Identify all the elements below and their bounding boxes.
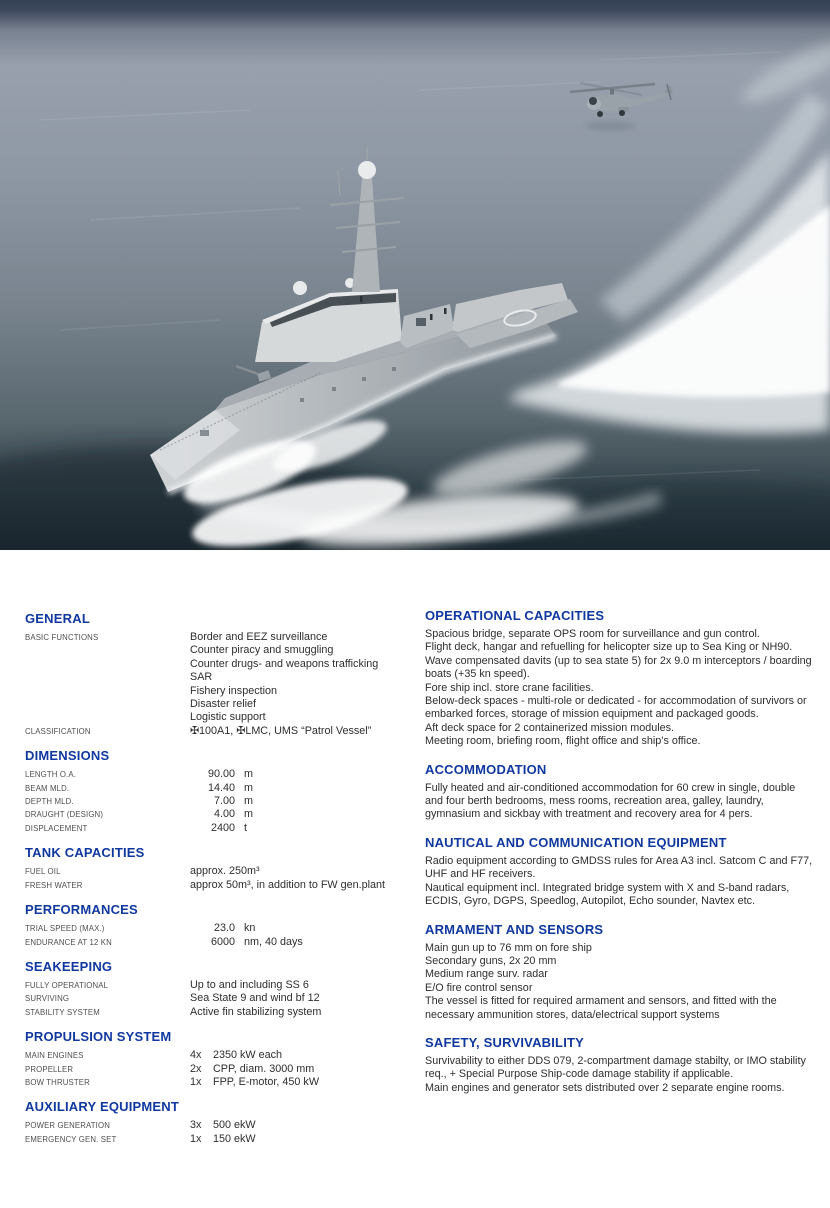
spec-row (25, 822, 417, 835)
section-title: ARMAMENT AND SENSORS (425, 921, 604, 937)
spec-paragraph: Wave compensated davits (up to sea state 5) for 2x 9.0 m interceptors / boarding boats (+35 kn speed). (425, 654, 812, 681)
spec-value-list (190, 631, 378, 725)
spec-paragraph: Aft deck space for 2 containerized mission modules. (425, 721, 675, 734)
spec-paragraph: Radio equipment according to GMDSS rules for Area A3 incl. Satcom C and F77, UHF and HF receivers. (425, 854, 813, 881)
spec-quantity: 4x (190, 1049, 202, 1062)
section-title: AUXILIARY EQUIPMENT (25, 1099, 180, 1115)
spec-row (25, 922, 417, 935)
spec-paragraph: Below-deck spaces - multi-role or dedicated - for accommodation of survivors or embarked forces, storage of mission equipment and packaged goods. (425, 695, 807, 721)
spec-paragraph: Main gun up to 76 mm on fore ship (425, 941, 592, 954)
spec-value: Border and EEZ surveillance (190, 631, 328, 643)
section-title: TANK CAPACITIES (25, 845, 145, 861)
spec-row (25, 1063, 417, 1076)
spec-label: SURVIVING (25, 994, 70, 1004)
spec-row (25, 1006, 417, 1019)
spec-value: Logistic support (190, 711, 266, 724)
spec-paragraph: Medium range surv. radar (425, 968, 548, 981)
spec-label: FUEL OIL (25, 867, 61, 877)
spec-value: approx. 250m³ (190, 865, 260, 878)
spec-paragraph: The vessel is fitted for required armament and sensors, and fitted with the necessary ammunition stores, data/electrical support systems (425, 995, 777, 1021)
spec-unit: m (244, 781, 253, 794)
spec-row (25, 879, 417, 892)
spec-row (25, 795, 417, 808)
spec-paragraph: Main engines and generator sets distributed over 2 separate engine rooms. (425, 1081, 785, 1094)
spec-quantity: 1x (190, 1132, 202, 1145)
section-operational-capacities (425, 608, 813, 749)
spec-row (25, 782, 417, 795)
section-title: OPERATIONAL CAPACITIES (425, 608, 605, 623)
spec-label: ENDURANCE AT 12 KN (25, 937, 112, 947)
spec-quantity: 3x (190, 1119, 202, 1132)
section-performances (25, 902, 417, 949)
spec-value: 150 ekW (213, 1132, 256, 1145)
section-title: PROPULSION SYSTEM (25, 1029, 172, 1045)
spec-value-number: 4.00 (213, 808, 235, 821)
spec-label: MAIN ENGINES (25, 1051, 84, 1061)
spec-label: LENGTH O.A. (25, 770, 77, 780)
spec-label: DISPLACEMENT (25, 823, 88, 833)
section-accommodation (425, 762, 813, 822)
spec-paragraph: Spacious bridge, separate OPS room for surveillance and gun control. (425, 628, 760, 640)
spec-unit: nm, 40 days (244, 935, 303, 948)
spec-label: CLASSIFICATION (25, 726, 91, 736)
spec-value: CPP, diam. 3000 mm (213, 1062, 315, 1075)
spec-unit: m (244, 808, 253, 821)
spec-value: FPP, E-motor, 450 kW (213, 1075, 320, 1088)
section-tank-capacities (25, 845, 417, 892)
spec-paragraph: E/O fire control sensor (425, 981, 533, 994)
spec-row (25, 979, 417, 992)
spec-value-number: 23.0 (213, 922, 235, 935)
section-auxiliary-equipment (25, 1099, 417, 1146)
spec-paragraph: Survivability to either DDS 079, 2-compartment damage stabilty, or IMO stability req., + Special Purpose Ship-code damage stability if applicable. (425, 1054, 806, 1081)
section-title: SAFETY, SURVIVABILITY (425, 1034, 585, 1050)
spec-label: DEPTH MLD. (25, 797, 74, 807)
section-armament-sensors (425, 922, 813, 1022)
spec-label: PROPELLER (25, 1064, 74, 1074)
spec-row (25, 1133, 417, 1146)
spec-label: FRESH WATER (25, 880, 83, 890)
spec-label: DRAUGHT (DESIGN) (25, 810, 104, 820)
spec-unit: m (244, 795, 253, 808)
spec-value: 2350 kW each (213, 1049, 283, 1062)
spec-unit: kn (244, 922, 256, 935)
spec-value: Counter piracy and smuggling (190, 644, 334, 657)
spec-unit: t (244, 821, 247, 834)
spec-row (25, 865, 417, 878)
section-seakeeping (25, 959, 417, 1019)
spec-label: BEAM MLD. (25, 783, 70, 793)
spec-value: SAR (190, 671, 213, 684)
section-propulsion-system (25, 1029, 417, 1089)
spec-value: Counter drugs- and weapons trafficking (190, 657, 379, 670)
spec-row (25, 1049, 417, 1062)
spec-unit: m (244, 768, 253, 781)
spec-paragraph: Secondary guns, 2x 20 mm (425, 954, 557, 967)
spec-value: Sea State 9 and wind bf 12 (190, 992, 320, 1005)
spec-value-number: 6000 (210, 935, 235, 948)
section-general (25, 611, 417, 738)
section-title: PERFORMANCES (25, 902, 138, 918)
hero-image (0, 0, 830, 550)
spec-value-number: 2400 (210, 821, 235, 834)
spec-column-right (425, 608, 813, 1108)
spec-row (25, 936, 417, 949)
spec-label: FULLY OPERATIONAL (25, 980, 109, 990)
spec-row (25, 1119, 417, 1132)
spec-label: BASIC FUNCTIONS (25, 633, 99, 642)
spec-row (25, 808, 417, 821)
section-title: GENERAL (25, 611, 90, 626)
spec-column-left (25, 611, 417, 1156)
section-dimensions (25, 748, 417, 835)
spec-row (25, 768, 417, 781)
spec-row (25, 992, 417, 1005)
spec-value: ✠100A1, ✠LMC, UMS “Patrol Vessel” (190, 724, 372, 737)
spec-label: STABILITY SYSTEM (25, 1007, 100, 1017)
spec-value: Active fin stabilizing system (190, 1005, 322, 1018)
spec-value-number: 90.00 (207, 768, 235, 781)
spec-row (25, 631, 417, 725)
spec-label: POWER GENERATION (25, 1121, 110, 1131)
spec-value-number: 14.40 (207, 781, 235, 794)
spec-value-number: 7.00 (213, 795, 235, 808)
spec-value: Disaster relief (190, 698, 256, 711)
section-title: ACCOMMODATION (425, 761, 547, 777)
spec-row (25, 725, 417, 738)
spec-quantity: 2x (190, 1062, 202, 1075)
spec-label: EMERGENCY GEN. SET (25, 1134, 117, 1144)
spec-paragraph: Nautical equipment incl. Integrated bridge system with X and S-band radars, ECDIS, Gyro, DGPS, Speedlog, Autopilot, Echo sounder, Navtex etc. (425, 881, 790, 908)
spec-row (25, 1076, 417, 1089)
spec-paragraph: Fully heated and air-conditioned accommodation for 60 crew in single, double and four berth bedrooms, mess rooms, recreation area, galley, laundry, gymnasium and sickbay with treatment and recovery area for 4 pers. (425, 781, 796, 821)
section-nautical-communication (425, 835, 813, 909)
spec-paragraph: Flight deck, hangar and refuelling for helicopter size up to Sea King or NH90. (425, 641, 793, 654)
section-title: SEAKEEPING (25, 958, 113, 974)
spec-label: TRIAL SPEED (MAX.) (25, 924, 105, 934)
spec-value: Fishery inspection (190, 684, 278, 697)
spec-value: approx 50m³, in addition to FW gen.plant (190, 878, 386, 891)
spec-value: 500 ekW (213, 1119, 256, 1132)
section-safety-survivability (425, 1035, 813, 1095)
spec-label: BOW THRUSTER (25, 1077, 90, 1087)
spec-paragraph: Fore ship incl. store crane facilities. (425, 681, 594, 694)
spec-quantity: 1x (190, 1075, 202, 1088)
section-title: NAUTICAL AND COMMUNICATION EQUIPMENT (425, 834, 727, 850)
section-title: DIMENSIONS (25, 748, 110, 764)
sea-background (0, 0, 830, 550)
spec-value: Up to and including SS 6 (190, 978, 309, 991)
spec-paragraph: Meeting room, briefing room, flight office and ship’s office. (425, 735, 701, 748)
